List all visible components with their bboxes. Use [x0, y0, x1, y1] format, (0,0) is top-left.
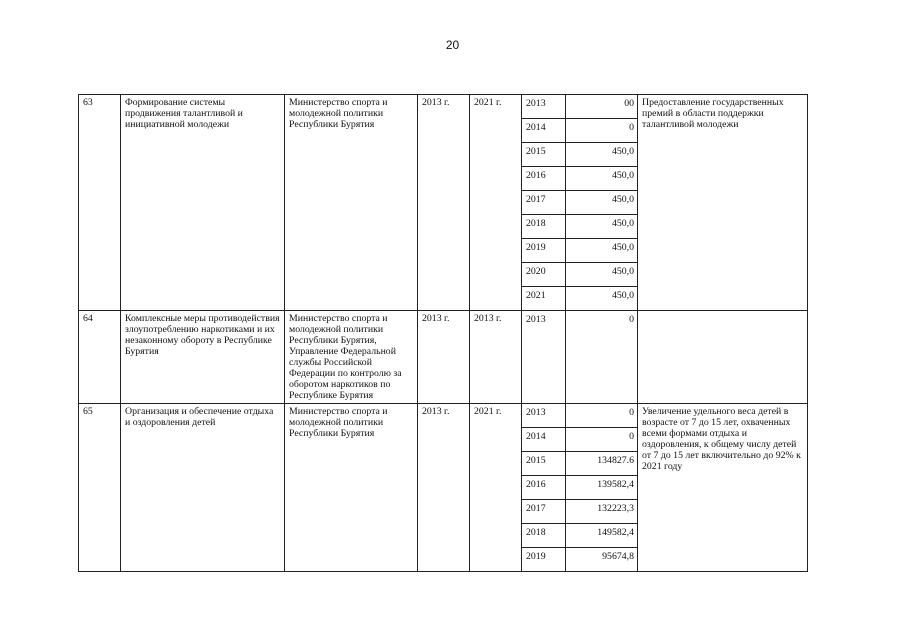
cell-amount: 450,0	[566, 287, 638, 311]
cell-year: 2013	[522, 311, 566, 404]
cell-end-year: 2021 г.	[470, 404, 522, 572]
cell-end-year: 2021 г.	[470, 95, 522, 311]
cell-year: 2017	[522, 500, 566, 524]
program-row	[79, 311, 808, 404]
cell-amount: 450,0	[566, 143, 638, 167]
cell-number: 64	[79, 311, 121, 404]
cell-amount: 00	[566, 95, 638, 119]
cell-year: 2016	[522, 167, 566, 191]
cell-year: 2013	[522, 404, 566, 428]
cell-executor: Министерство спорта и молодежной политики Республики Бурятия	[285, 404, 418, 572]
cell-expected-result: Предоставление государственных премий в области поддержки талантливой молодежи	[638, 95, 808, 311]
cell-start-year: 2013 г.	[418, 95, 470, 311]
cell-expected-result	[638, 311, 808, 404]
cell-measure-name: Формирование системы продвижения талантливой и инициативной молодежи	[121, 95, 285, 311]
cell-year: 2014	[522, 428, 566, 452]
cell-year: 2016	[522, 476, 566, 500]
cell-measure-name: Организация и обеспечение отдыха и оздоровления детей	[121, 404, 285, 572]
cell-executor: Министерство спорта и молодежной политики Республики Бурятия, Управление Федеральной службы Российской Федерации по контролю за оборотом наркотиков по Республике Бурятия	[285, 311, 418, 404]
program-row	[79, 95, 808, 119]
cell-year: 2013	[522, 95, 566, 119]
cell-executor: Министерство спорта и молодежной политики Республики Бурятия	[285, 95, 418, 311]
cell-amount: 450,0	[566, 167, 638, 191]
cell-number: 63	[79, 95, 121, 311]
cell-amount: 95674,8	[566, 548, 638, 572]
cell-year: 2021	[522, 287, 566, 311]
cell-amount: 0	[566, 404, 638, 428]
cell-measure-name: Комплексные меры противодействия злоупотреблению наркотиками и их незаконному обороту в Республике Бурятия	[121, 311, 285, 404]
cell-amount: 450,0	[566, 239, 638, 263]
cell-number: 65	[79, 404, 121, 572]
cell-amount: 450,0	[566, 191, 638, 215]
cell-year: 2020	[522, 263, 566, 287]
cell-amount: 0	[566, 428, 638, 452]
cell-expected-result: Увеличение удельного веса детей в возрасте от 7 до 15 лет, охваченных всеми формами отдыха и оздоровления, к общему числу детей от 7 до 15 лет включительно до 92% к 2021 году	[638, 404, 808, 572]
cell-amount: 132223,3	[566, 500, 638, 524]
cell-start-year: 2013 г.	[418, 404, 470, 572]
cell-year: 2017	[522, 191, 566, 215]
cell-year: 2019	[522, 239, 566, 263]
cell-amount: 134827.6	[566, 452, 638, 476]
cell-year: 2015	[522, 143, 566, 167]
cell-end-year: 2013 г.	[470, 311, 522, 404]
program-table	[78, 94, 808, 572]
program-row	[79, 404, 808, 428]
cell-amount: 139582,4	[566, 476, 638, 500]
cell-start-year: 2013 г.	[418, 311, 470, 404]
cell-amount: 0	[566, 119, 638, 143]
cell-year: 2018	[522, 524, 566, 548]
page-number: 20	[445, 38, 460, 52]
cell-amount: 450,0	[566, 215, 638, 239]
cell-year: 2014	[522, 119, 566, 143]
cell-year: 2015	[522, 452, 566, 476]
cell-year: 2018	[522, 215, 566, 239]
cell-year: 2019	[522, 548, 566, 572]
cell-amount: 0	[566, 311, 638, 404]
cell-amount: 149582,4	[566, 524, 638, 548]
table-body	[79, 95, 808, 572]
cell-amount: 450,0	[566, 263, 638, 287]
